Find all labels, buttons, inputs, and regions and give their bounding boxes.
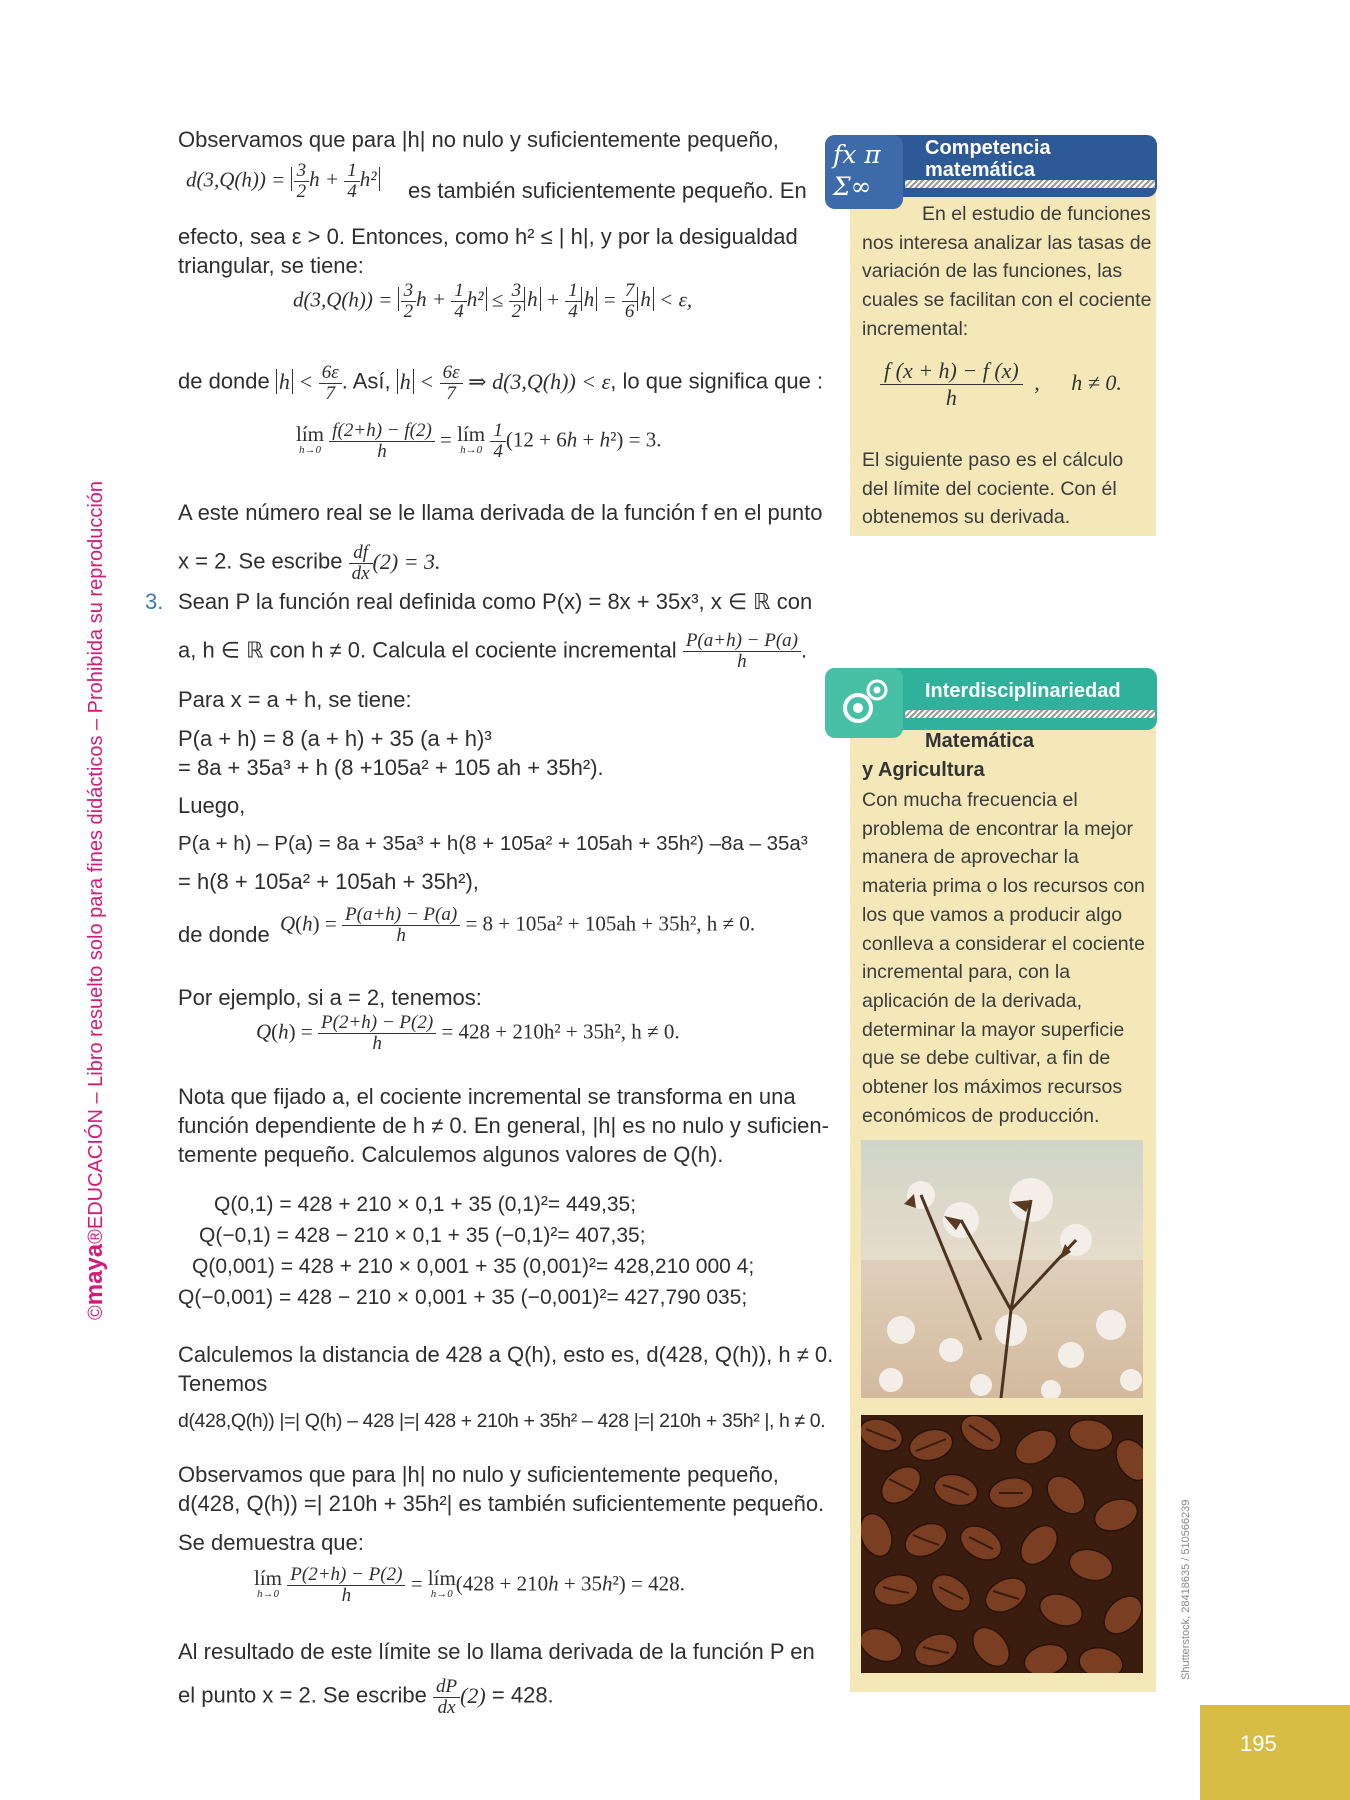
competencia-title: Competencia matemática: [925, 137, 1051, 181]
paragraph-line: A este número real se le llama derivada de la función f en el punto: [178, 500, 823, 525]
paragraph-line: Se demuestra que:: [178, 1530, 364, 1555]
paragraph-line: de donde h < $\frac{6\varepsilon}{7}$ . Así, h < $\frac{6\varepsilon}{7}$ ⇒ d(3,Q(h)) < ε, lo que significa que :: [178, 362, 824, 404]
paragraph-line: d(428, Q(h)) =| 210h + 35h²| es también suficientemente pequeño.: [178, 1491, 825, 1516]
copyright-text: EDUCACIÓN – Libro resuelto solo para fines didácticos – Prohibida su reproducción: [85, 480, 107, 1230]
incremental-quotient-formula: $\frac{f (x + h) - f (x)}{h}$ , h ≠ 0.: [880, 358, 1122, 411]
paragraph-line: efecto, sea ε > 0. Entonces, como h² ≤ | h|, y por la desigualdad: [178, 224, 798, 249]
paragraph-line: = 8a + 35a³ + h (8 +105a² + 105 ah + 35h²).: [178, 755, 604, 780]
q-value-line: Q(−0,1) = 428 − 210 × 0,1 + 35 (−0,1)²= 407,35;: [199, 1224, 646, 1247]
paragraph-line: Por ejemplo, si a = 2, tenemos:: [178, 985, 482, 1010]
paragraph-line: de donde: [178, 922, 270, 947]
paragraph-line: temente pequeño. Calculemos algunos valores de Q(h).: [178, 1142, 724, 1167]
coffee-beans-photo: [861, 1415, 1143, 1673]
page-number-tab: [1200, 1705, 1350, 1800]
competencia-text-2: El siguiente paso es el cálculo del límite del cociente. Con él obtenemos su derivada.: [862, 449, 1124, 529]
coffee-image: [861, 1415, 1143, 1673]
target-rings-icon: [825, 668, 903, 738]
paragraph-line: Nota que fijado a, el cociente incremental se transforma en una: [178, 1084, 796, 1109]
interdisciplinariedad-title: Interdisciplinariedad: [925, 680, 1121, 702]
math-limit-p: lím h→0 $\frac{P(2+h) - P(2)}{h}$ = lím h→0 (428 + 210h + 35h²) = 428.: [254, 1564, 685, 1606]
header-hatch: [905, 710, 1155, 718]
copyright-notice: ©maya®EDUCACIÓN – Libro resuelto solo para fines didácticos – Prohibida su reproducción: [81, 480, 108, 1320]
math-limit-expression: lím h→0 $\frac{f(2+h) - f(2)}{h}$ = lím h→0 $\frac{1}{4}$ (12 + 6h + h²) = 3.: [296, 420, 662, 462]
paragraph-line: Calculemos la distancia de 428 a Q(h), esto es, d(428, Q(h)), h ≠ 0.: [178, 1342, 834, 1367]
image-credit: Shutterstock, 28418635 / 510566239: [1180, 1499, 1192, 1680]
paragraph-line: el punto x = 2. Se escribe $\frac{dP}{dx}$ (2) = 428.: [178, 1676, 554, 1718]
publisher-brand: maya: [81, 1243, 108, 1306]
list-item-3: 3. Sean P la función real definida como P(x) = 8x + 35x³, x ∈ ℝ con: [145, 589, 813, 614]
q-value-line: Q(0,1) = 428 + 210 × 0,1 + 35 (0,1)²= 449,35;: [214, 1193, 637, 1216]
paragraph-line: función dependiente de h ≠ 0. En general, |h| es no nulo y suficien-: [178, 1113, 829, 1138]
paragraph-line: es también suficientemente pequeño. En: [408, 178, 807, 203]
math-distance-expression: d(3,Q(h)) = $\frac{3}{2}$ h + $\frac{1}{4}$ h²: [186, 161, 380, 202]
cotton-image: [861, 1140, 1143, 1398]
interdisciplinariedad-subtitle-1: Matemática: [925, 730, 1034, 752]
paragraph-line: a, h ∈ ℝ con h ≠ 0. Calcula el cociente incremental $\frac{P(a+h) - P(a)}{h}$ .: [178, 630, 808, 672]
math-q-example: Q(h) = $\frac{P(2+h) - P(2)}{h}$ = 428 + 210h² + 35h², h ≠ 0.: [256, 1012, 680, 1054]
paragraph-line: P(a + h) – P(a) = 8a + 35a³ + h(8 + 105a² + 105ah + 35h²) –8a – 35a³: [178, 832, 808, 855]
list-number: 3.: [145, 589, 164, 614]
paragraph-line: = h(8 + 105a² + 105ah + 35h²),: [178, 869, 479, 894]
cotton-photo: [861, 1140, 1143, 1398]
interdisciplinariedad-subtitle-2: y Agricultura: [862, 759, 985, 781]
q-value-line: Q(0,001) = 428 + 210 × 0,001 + 35 (0,001)²= 428,210 000 4;: [192, 1255, 755, 1278]
paragraph-line: Para x = a + h, se tiene:: [178, 687, 412, 712]
math-inequality: d(3,Q(h)) = $\frac{3}{2}$ h + $\frac{1}{4}$ h² ≤ $\frac{3}{2}$ h + $\frac{1}{4}$ h = $\frac{7}{6}$ h < ε,: [293, 280, 693, 322]
target-rings-svg: [825, 668, 903, 738]
paragraph-line: Tenemos: [178, 1371, 268, 1396]
paragraph-line: Al resultado de este límite se lo llama derivada de la función P en: [178, 1639, 815, 1664]
interdisciplinariedad-text: Con mucha frecuencia el problema de encontrar la mejor manera de aprovechar la materia prima o los recursos con los que vamos a producir algo conlleva a considerar el cociente incremental para, con la aplicación de la derivada, determinar la mayor superficie que se debe cultivar, a fin de obtener los máximos recursos económicos de producción.: [862, 789, 1145, 1127]
math-q-definition: Q(h) = $\frac{P(a+h) - P(a)}{h}$ = 8 + 105a² + 105ah + 35h², h ≠ 0.: [280, 904, 756, 946]
header-hatch: [905, 180, 1155, 188]
paragraph-line: triangular, se tiene:: [178, 253, 364, 278]
paragraph-line: Observamos que para |h| no nulo y suficientemente pequeño,: [178, 1462, 779, 1487]
q-value-line: Q(−0,001) = 428 − 210 × 0,001 + 35 (−0,001)²= 427,790 035;: [178, 1286, 748, 1309]
paragraph-line: Luego,: [178, 793, 246, 818]
paragraph-line: d(428,Q(h)) |=| Q(h) – 428 |=| 428 + 210h + 35h² – 428 |=| 210h + 35h² |, h ≠ 0.: [178, 1410, 826, 1432]
competencia-text: En el estudio de funciones nos interesa analizar las tasas de variación de las funciones, las cuales se facilitan con el cociente incremental:: [862, 203, 1152, 340]
fx-pi-sigma-infinity-icon: f𝑥 π Σ∞: [825, 135, 903, 209]
paragraph-line: P(a + h) = 8 (a + h) + 35 (a + h)³: [178, 726, 492, 751]
paragraph-line: x = 2. Se escribe $\frac{df}{dx}$ (2) = 3.: [178, 542, 441, 584]
page-number: 195: [1240, 1731, 1277, 1756]
paragraph-line: Observamos que para |h| no nulo y suficientemente pequeño,: [178, 127, 779, 152]
